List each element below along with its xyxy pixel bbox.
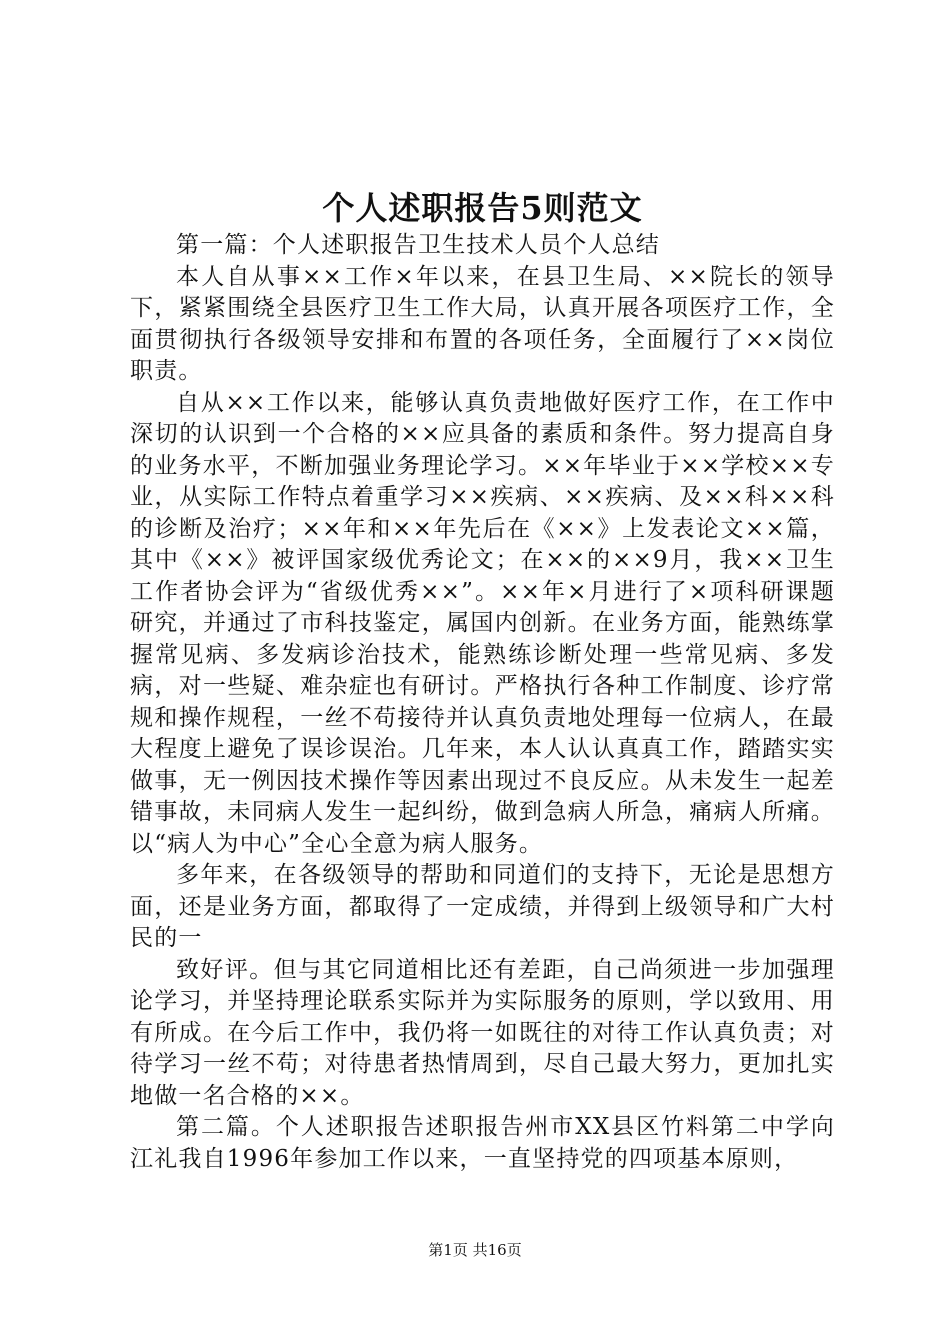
page-footer: 第1页 共16页 [428, 1241, 522, 1259]
paragraph: 致好评。但与其它同道相比还有差距，自己尚须进一步加强理论学习，并坚持理论联系实际并为实际服务的原则，学以致用、用有所成。在今后工作中，我仍将一如既往的对待工作认真负责；对待学习一丝不苟；对待患者热情周到，尽自己最大努力，更加扎实地做一名合格的××。 [130, 956, 835, 1109]
document-body [130, 230, 835, 1175]
document-title: 个人述职报告5则范文 [322, 189, 643, 227]
paragraph: 本人自从事××工作×年以来，在县卫生局、××院长的领导下，紧紧围绕全县医疗卫生工作大局，认真开展各项医疗工作，全面贯彻执行各级领导安排和布置的各项任务，全面履行了××岗位职责。 [130, 263, 835, 384]
paragraph: 自从××工作以来，能够认真负责地做好医疗工作，在工作中深切的认识到一个合格的××应具备的素质和条件。努力提高自身的业务水平，不断加强业务理论学习。××年毕业于××学校××专业，从实际工作特点着重学习××疾病、××疾病、及××科××科的诊断及治疗；××年和××年先后在《××》上发表论文××篇，其中《××》被评国家级优秀论文；在××的××9月，我××卫生工作者协会评为“省级优秀××”。××年×月进行了×项科研课题研究，并通过了市科技鉴定，属国内创新。在业务方面，能熟练掌握常见病、多发病诊治技术，能熟练诊断处理一些常见病、多发病，对一些疑、难杂症也有研讨。严格执行各种工作制度、诊疗常规和操作规程，一丝不苟接待并认真负责地处理每一位病人，在最大程度上避免了误诊误治。几年来，本人认认真真工作，踏踏实实做事，无一例因技术操作等因素出现过不良反应。从未发生一起差错事故，未同病人发生一起纠纷，做到急病人所急，痛病人所痛。以“病人为中心”全心全意为病人服务。 [130, 389, 835, 857]
paragraph: 多年来，在各级领导的帮助和同道们的支持下，无论是思想方面，还是业务方面，都取得了一定成绩，并得到上级领导和广大村民的一 [130, 862, 835, 951]
paragraph-heading-1: 第一篇：个人述职报告卫生技术人员个人总结 [176, 232, 660, 258]
paragraph-heading-2: 第二篇。个人述职报告述职报告州市XX县区竹料第二中学向江礼我自1996年参加工作以来，一直坚持党的四项基本原则， [130, 1114, 835, 1172]
